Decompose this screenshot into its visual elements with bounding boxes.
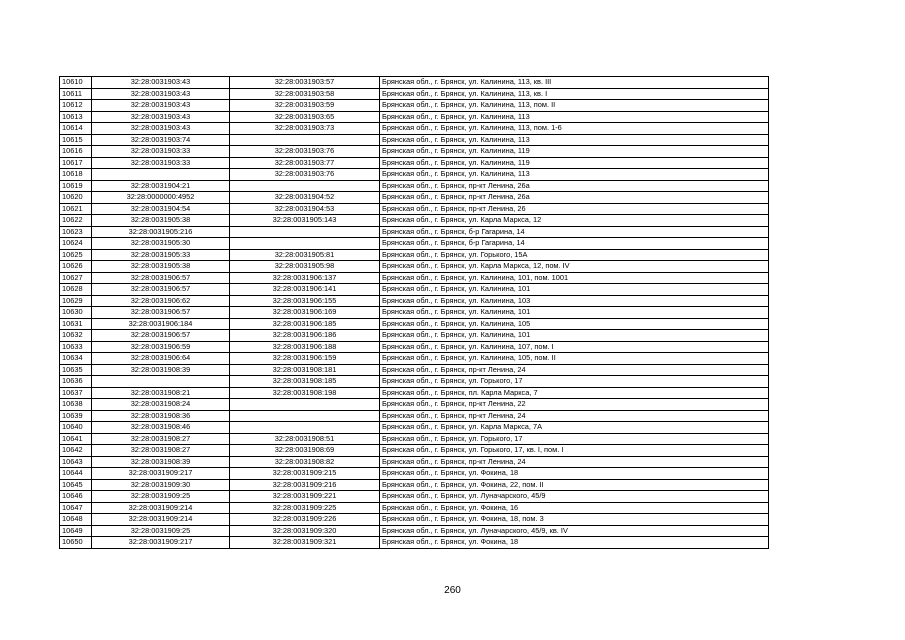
address: Брянская обл., г. Брянск, ул. Калинина, 101 — [380, 307, 769, 319]
object-number — [230, 410, 380, 422]
row-number: 10627 — [60, 272, 92, 284]
table-row — [60, 330, 769, 342]
parcel-number: 32:28:0031903:43 — [92, 77, 230, 89]
table-row — [60, 307, 769, 319]
address: Брянская обл., г. Брянск, пр-кт Ленина, 22 — [380, 399, 769, 411]
row-number: 10649 — [60, 525, 92, 537]
object-number: 32:28:0031909:226 — [230, 514, 380, 526]
address: Брянская обл., г. Брянск, ул. Горького, 17 — [380, 433, 769, 445]
row-number: 10640 — [60, 422, 92, 434]
object-number: 32:28:0031908:82 — [230, 456, 380, 468]
address: Брянская обл., г. Брянск, ул. Карла Маркса, 7А — [380, 422, 769, 434]
object-number: 32:28:0031904:53 — [230, 203, 380, 215]
object-number: 32:28:0031906:186 — [230, 330, 380, 342]
table-row — [60, 88, 769, 100]
table-row — [60, 502, 769, 514]
table-row — [60, 249, 769, 261]
object-number: 32:28:0031903:76 — [230, 146, 380, 158]
row-number: 10638 — [60, 399, 92, 411]
parcel-number: 32:28:0031908:27 — [92, 445, 230, 457]
parcel-number: 32:28:0031909:214 — [92, 514, 230, 526]
address: Брянская обл., г. Брянск, ул. Калинина, 101, пом. 1001 — [380, 272, 769, 284]
object-number: 32:28:0031909:215 — [230, 468, 380, 480]
row-number: 10637 — [60, 387, 92, 399]
address: Брянская обл., г. Брянск, ул. Луначарского, 45/9 — [380, 491, 769, 503]
parcel-number — [92, 376, 230, 388]
row-number: 10615 — [60, 134, 92, 146]
table-row — [60, 134, 769, 146]
parcel-number: 32:28:0031906:57 — [92, 307, 230, 319]
table-row — [60, 422, 769, 434]
table-row — [60, 479, 769, 491]
parcel-number: 32:28:0031905:33 — [92, 249, 230, 261]
row-number: 10648 — [60, 514, 92, 526]
parcel-number: 32:28:0031909:214 — [92, 502, 230, 514]
table-body — [60, 77, 769, 549]
table-row — [60, 146, 769, 158]
address: Брянская обл., г. Брянск, ул. Горького, 17, кв. I, пом. I — [380, 445, 769, 457]
row-number: 10620 — [60, 192, 92, 204]
parcel-number: 32:28:0031906:57 — [92, 330, 230, 342]
row-number: 10647 — [60, 502, 92, 514]
parcel-number: 32:28:0031905:38 — [92, 215, 230, 227]
object-number: 32:28:0031903:73 — [230, 123, 380, 135]
object-number: 32:28:0031908:181 — [230, 364, 380, 376]
address: Брянская обл., г. Брянск, ул. Калинина, 113, пом. 1-6 — [380, 123, 769, 135]
table-row — [60, 376, 769, 388]
row-number: 10618 — [60, 169, 92, 181]
object-number: 32:28:0031908:51 — [230, 433, 380, 445]
address: Брянская обл., г. Брянск, б-р Гагарина, 14 — [380, 238, 769, 250]
table-row — [60, 341, 769, 353]
row-number: 10641 — [60, 433, 92, 445]
object-number: 32:28:0031903:58 — [230, 88, 380, 100]
table-row — [60, 226, 769, 238]
parcel-number: 32:28:0031906:62 — [92, 295, 230, 307]
parcel-number: 32:28:0031908:39 — [92, 456, 230, 468]
object-number: 32:28:0031903:65 — [230, 111, 380, 123]
row-number: 10623 — [60, 226, 92, 238]
cadastral-table — [59, 76, 769, 549]
row-number: 10613 — [60, 111, 92, 123]
table-row — [60, 77, 769, 89]
parcel-number: 32:28:0031904:21 — [92, 180, 230, 192]
row-number: 10645 — [60, 479, 92, 491]
table-row — [60, 238, 769, 250]
row-number: 10642 — [60, 445, 92, 457]
object-number: 32:28:0031903:59 — [230, 100, 380, 112]
parcel-number: 32:28:0031903:43 — [92, 100, 230, 112]
address: Брянская обл., г. Брянск, ул. Калинина, 113, пом. II — [380, 100, 769, 112]
parcel-number: 32:28:0031908:21 — [92, 387, 230, 399]
table-row — [60, 123, 769, 135]
object-number: 32:28:0031908:198 — [230, 387, 380, 399]
row-number: 10643 — [60, 456, 92, 468]
table-row — [60, 100, 769, 112]
table-row — [60, 215, 769, 227]
table-row — [60, 203, 769, 215]
parcel-number: 32:28:0031906:57 — [92, 272, 230, 284]
address: Брянская обл., г. Брянск, ул. Калинина, 113 — [380, 111, 769, 123]
object-number: 32:28:0031908:185 — [230, 376, 380, 388]
address: Брянская обл., г. Брянск, пр-кт Ленина, 24 — [380, 456, 769, 468]
parcel-number: 32:28:0031905:216 — [92, 226, 230, 238]
address: Брянская обл., г. Брянск, ул. Калинина, 119 — [380, 146, 769, 158]
object-number: 32:28:0031909:225 — [230, 502, 380, 514]
object-number: 32:28:0031906:185 — [230, 318, 380, 330]
row-number: 10619 — [60, 180, 92, 192]
row-number: 10612 — [60, 100, 92, 112]
parcel-number: 32:28:0031904:54 — [92, 203, 230, 215]
row-number: 10636 — [60, 376, 92, 388]
table-row — [60, 157, 769, 169]
parcel-number: 32:28:0031906:59 — [92, 341, 230, 353]
parcel-number: 32:28:0031908:27 — [92, 433, 230, 445]
object-number: 32:28:0031906:159 — [230, 353, 380, 365]
row-number: 10635 — [60, 364, 92, 376]
row-number: 10629 — [60, 295, 92, 307]
row-number: 10646 — [60, 491, 92, 503]
table-row — [60, 525, 769, 537]
parcel-number: 32:28:0000000:4952 — [92, 192, 230, 204]
object-number — [230, 180, 380, 192]
table-row — [60, 111, 769, 123]
address: Брянская обл., г. Брянск, ул. Калинина, 101 — [380, 330, 769, 342]
row-number: 10611 — [60, 88, 92, 100]
parcel-number: 32:28:0031909:25 — [92, 525, 230, 537]
row-number: 10610 — [60, 77, 92, 89]
parcel-number: 32:28:0031906:57 — [92, 284, 230, 296]
address: Брянская обл., г. Брянск, ул. Фокина, 18, пом. 3 — [380, 514, 769, 526]
row-number: 10625 — [60, 249, 92, 261]
table-row — [60, 353, 769, 365]
object-number: 32:28:0031905:98 — [230, 261, 380, 273]
parcel-number: 32:28:0031903:43 — [92, 111, 230, 123]
object-number: 32:28:0031909:321 — [230, 537, 380, 549]
table-row — [60, 537, 769, 549]
address: Брянская обл., г. Брянск, ул. Калинина, 113, кв. I — [380, 88, 769, 100]
row-number: 10614 — [60, 123, 92, 135]
table-row — [60, 445, 769, 457]
table-row — [60, 272, 769, 284]
address: Брянская обл., г. Брянск, ул. Карла Маркса, 12 — [380, 215, 769, 227]
table-row — [60, 514, 769, 526]
object-number: 32:28:0031905:143 — [230, 215, 380, 227]
parcel-number: 32:28:0031908:24 — [92, 399, 230, 411]
row-number: 10626 — [60, 261, 92, 273]
row-number: 10621 — [60, 203, 92, 215]
table-row — [60, 295, 769, 307]
object-number — [230, 399, 380, 411]
object-number: 32:28:0031906:169 — [230, 307, 380, 319]
object-number: 32:28:0031906:141 — [230, 284, 380, 296]
table-row — [60, 284, 769, 296]
row-number: 10628 — [60, 284, 92, 296]
object-number: 32:28:0031905:81 — [230, 249, 380, 261]
object-number — [230, 226, 380, 238]
address: Брянская обл., г. Брянск, ул. Фокина, 16 — [380, 502, 769, 514]
address: Брянская обл., г. Брянск, пр-кт Ленина, 24 — [380, 410, 769, 422]
address: Брянская обл., г. Брянск, ул. Карла Маркса, 12, пом. IV — [380, 261, 769, 273]
parcel-number — [92, 169, 230, 181]
parcel-number: 32:28:0031908:36 — [92, 410, 230, 422]
parcel-number: 32:28:0031905:30 — [92, 238, 230, 250]
row-number: 10632 — [60, 330, 92, 342]
row-number: 10624 — [60, 238, 92, 250]
table-row — [60, 399, 769, 411]
address: Брянская обл., г. Брянск, ул. Калинина, 105, пом. II — [380, 353, 769, 365]
object-number: 32:28:0031906:188 — [230, 341, 380, 353]
address: Брянская обл., г. Брянск, ул. Калинина, 107, пом. I — [380, 341, 769, 353]
parcel-number: 32:28:0031909:217 — [92, 537, 230, 549]
table-row — [60, 318, 769, 330]
row-number: 10634 — [60, 353, 92, 365]
address: Брянская обл., г. Брянск, б-р Гагарина, 14 — [380, 226, 769, 238]
address: Брянская обл., г. Брянск, ул. Калинина, 105 — [380, 318, 769, 330]
row-number: 10639 — [60, 410, 92, 422]
parcel-number: 32:28:0031903:33 — [92, 157, 230, 169]
address: Брянская обл., г. Брянск, пр-кт Ленина, 26 — [380, 203, 769, 215]
parcel-number: 32:28:0031903:33 — [92, 146, 230, 158]
row-number: 10616 — [60, 146, 92, 158]
address: Брянская обл., г. Брянск, ул. Горького, 15А — [380, 249, 769, 261]
object-number: 32:28:0031909:221 — [230, 491, 380, 503]
row-number: 10631 — [60, 318, 92, 330]
object-number: 32:28:0031906:155 — [230, 295, 380, 307]
address: Брянская обл., г. Брянск, ул. Фокина, 22, пом. II — [380, 479, 769, 491]
object-number — [230, 238, 380, 250]
address: Брянская обл., г. Брянск, ул. Калинина, 119 — [380, 157, 769, 169]
object-number: 32:28:0031906:137 — [230, 272, 380, 284]
parcel-number: 32:28:0031908:39 — [92, 364, 230, 376]
address: Брянская обл., г. Брянск, ул. Калинина, 113 — [380, 169, 769, 181]
parcel-number: 32:28:0031905:38 — [92, 261, 230, 273]
table-row — [60, 169, 769, 181]
address: Брянская обл., г. Брянск, ул. Фокина, 18 — [380, 537, 769, 549]
table-row — [60, 456, 769, 468]
table-row — [60, 261, 769, 273]
parcel-number: 32:28:0031903:43 — [92, 123, 230, 135]
object-number: 32:28:0031908:69 — [230, 445, 380, 457]
row-number: 10622 — [60, 215, 92, 227]
parcel-number: 32:28:0031906:64 — [92, 353, 230, 365]
table-row — [60, 192, 769, 204]
table-row — [60, 364, 769, 376]
table-row — [60, 180, 769, 192]
object-number — [230, 134, 380, 146]
object-number: 32:28:0031904:52 — [230, 192, 380, 204]
object-number — [230, 422, 380, 434]
parcel-number: 32:28:0031903:74 — [92, 134, 230, 146]
address: Брянская обл., г. Брянск, ул. Луначарского, 45/9, кв. IV — [380, 525, 769, 537]
parcel-number: 32:28:0031909:25 — [92, 491, 230, 503]
address: Брянская обл., г. Брянск, ул. Калинина, 103 — [380, 295, 769, 307]
address: Брянская обл., г. Брянск, пр-кт Ленина, 26а — [380, 192, 769, 204]
row-number: 10633 — [60, 341, 92, 353]
row-number: 10630 — [60, 307, 92, 319]
parcel-number: 32:28:0031908:46 — [92, 422, 230, 434]
row-number: 10650 — [60, 537, 92, 549]
address: Брянская обл., г. Брянск, ул. Фокина, 18 — [380, 468, 769, 480]
parcel-number: 32:28:0031909:30 — [92, 479, 230, 491]
object-number: 32:28:0031909:320 — [230, 525, 380, 537]
address: Брянская обл., г. Брянск, пр-кт Ленина, 26а — [380, 180, 769, 192]
parcel-number: 32:28:0031909:217 — [92, 468, 230, 480]
parcel-number: 32:28:0031903:43 — [92, 88, 230, 100]
address: Брянская обл., г. Брянск, пл. Карла Маркса, 7 — [380, 387, 769, 399]
address: Брянская обл., г. Брянск, ул. Калинина, 113 — [380, 134, 769, 146]
object-number: 32:28:0031903:77 — [230, 157, 380, 169]
table-row — [60, 491, 769, 503]
table-row — [60, 410, 769, 422]
address: Брянская обл., г. Брянск, ул. Калинина, 113, кв. III — [380, 77, 769, 89]
object-number: 32:28:0031909:216 — [230, 479, 380, 491]
address: Брянская обл., г. Брянск, ул. Горького, 17 — [380, 376, 769, 388]
row-number: 10617 — [60, 157, 92, 169]
object-number: 32:28:0031903:76 — [230, 169, 380, 181]
table-row — [60, 433, 769, 445]
row-number: 10644 — [60, 468, 92, 480]
address: Брянская обл., г. Брянск, ул. Калинина, 101 — [380, 284, 769, 296]
parcel-number: 32:28:0031906:184 — [92, 318, 230, 330]
address: Брянская обл., г. Брянск, пр-кт Ленина, 24 — [380, 364, 769, 376]
table-row — [60, 387, 769, 399]
table-row — [60, 468, 769, 480]
object-number: 32:28:0031903:57 — [230, 77, 380, 89]
page-number: 260 — [444, 585, 461, 596]
